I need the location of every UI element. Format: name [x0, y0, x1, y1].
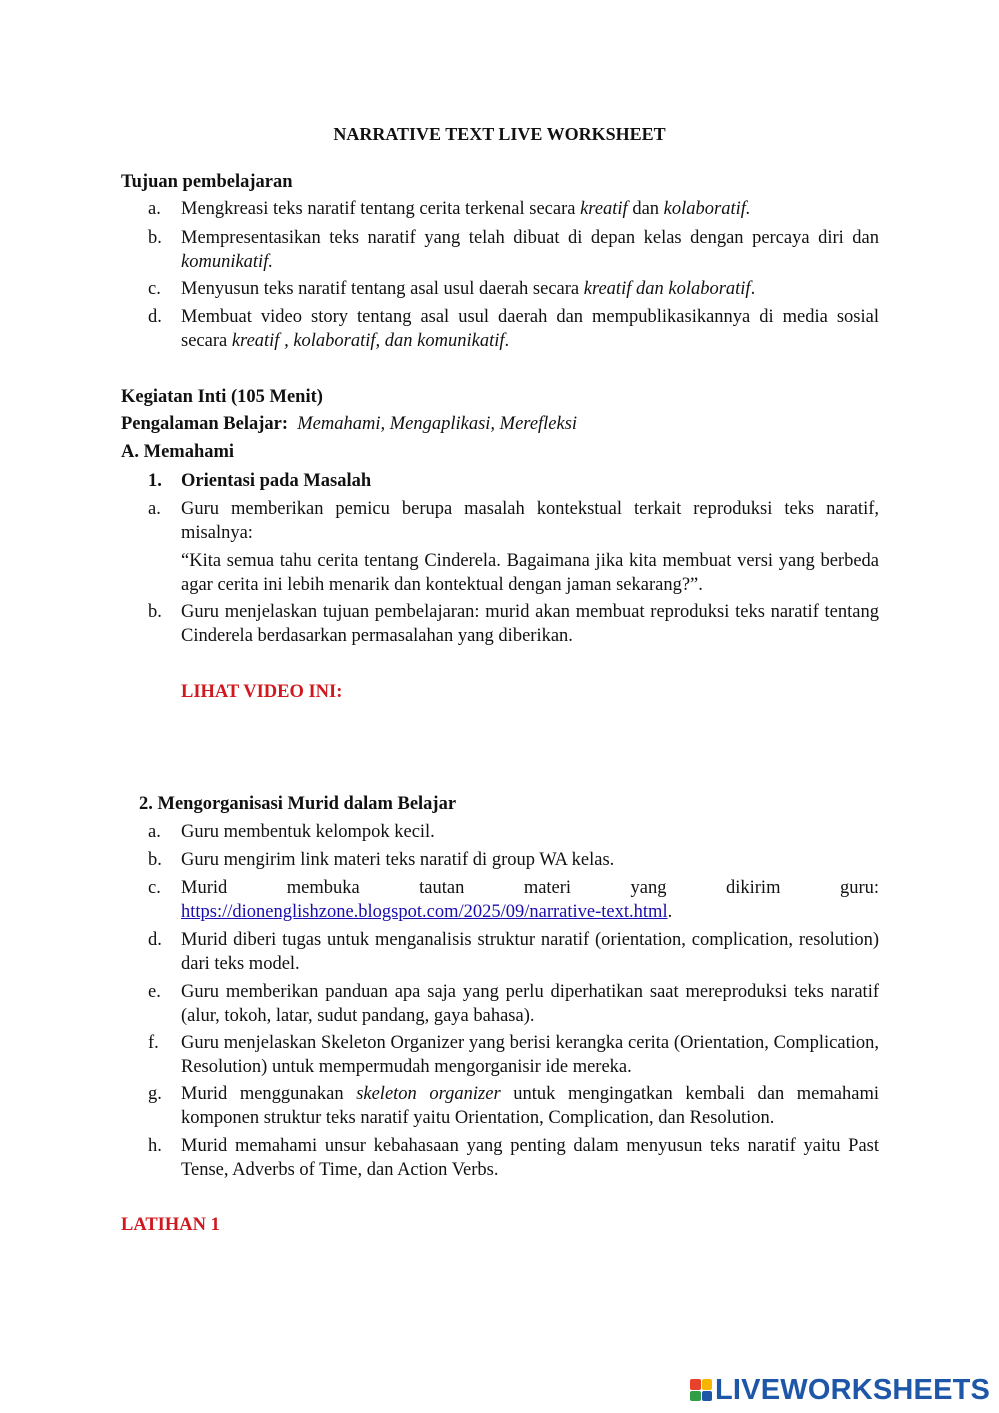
- organisasi-heading: 2. Mengorganisasi Murid dalam Belajar: [139, 794, 457, 814]
- list-marker: a.: [148, 199, 161, 219]
- list-item: b. Mempresentasikan teks naratif yang telah dibuat di depan kelas dengan percaya diri dan komunikatif.: [148, 228, 879, 272]
- list-item: a. Guru memberikan pemicu berupa masalah kontekstual terkait reproduksi teks naratif, misalnya:: [148, 499, 879, 543]
- list-marker: c.: [148, 878, 161, 898]
- video-label: LIHAT VIDEO INI:: [181, 682, 343, 702]
- logo-text: LIVEWORKSHEETS: [715, 1374, 991, 1406]
- list-item: c. Menyusun teks naratif tentang asal usul daerah secara kreatif dan kolaboratif.: [148, 279, 756, 299]
- pengalaman-belajar: Pengalaman Belajar: Memahami, Mengaplikasi, Merefleksi: [121, 414, 578, 434]
- kegiatan-heading: Kegiatan Inti (105 Menit): [121, 387, 323, 407]
- list-item: d. Murid diberi tugas untuk menganalisis struktur naratif (orientation, complication, resolution) dari teks model.: [148, 930, 879, 974]
- orientasi-heading: 1. Orientasi pada Masalah: [148, 471, 372, 491]
- list-item: b. Guru menjelaskan tujuan pembelajaran: murid akan membuat reproduksi teks naratif tentang Cinderela berdasarkan permasalahan yang diberikan.: [148, 602, 879, 646]
- latihan-heading: LATIHAN 1: [121, 1215, 220, 1235]
- tujuan-heading: Tujuan pembelajaran: [121, 172, 293, 192]
- list-item: f. Guru menjelaskan Skeleton Organizer yang berisi kerangka cerita (Orientation, Complication, Resolution) untuk mempermudah mengorganisir ide mereka.: [148, 1033, 879, 1077]
- list-marker: h.: [148, 1136, 162, 1156]
- list-marker: a.: [148, 499, 161, 519]
- materi-link[interactable]: https://dionenglishzone.blogspot.com/2025/09/narrative-text.html: [181, 902, 668, 922]
- list-item: a. Mengkreasi teks naratif tentang cerita terkenal secara kreatif dan kolaboratif.: [148, 199, 751, 219]
- list-marker: g.: [148, 1084, 162, 1104]
- list-marker: d.: [148, 307, 162, 327]
- section-a-heading: A. Memahami: [121, 442, 235, 462]
- list-item: b. Guru mengirim link materi teks naratif di group WA kelas.: [148, 850, 615, 870]
- quote-text: “Kita semua tahu cerita tentang Cinderela. Bagaimana jika kita membuat versi yang berbeda agar cerita ini lebih menarik dan kontektual dengan jaman sekarang?”.: [181, 551, 879, 595]
- list-item: c. Murid membuka tautan materi yang dikirim guru: https://dionenglishzone.blogspot.com/2025/09/narrative-text.html.: [148, 878, 879, 922]
- list-item: h. Murid memahami unsur kebahasaan yang penting dalam menyusun teks naratif yaitu Past Tense, Adverbs of Time, dan Action Verbs.: [148, 1136, 879, 1180]
- liveworksheets-logo: [690, 1376, 990, 1404]
- list-item: e. Guru memberikan panduan apa saja yang perlu diperhatikan saat mereproduksi teks naratif (alur, tokoh, latar, sudut pandang, gaya bahasa).: [148, 982, 879, 1026]
- list-marker: a.: [148, 822, 161, 842]
- list-marker: b.: [148, 228, 162, 248]
- list-item: a. Guru membentuk kelompok kecil.: [148, 822, 435, 842]
- list-marker: b.: [148, 602, 162, 622]
- list-marker: f.: [148, 1033, 159, 1053]
- list-marker: b.: [148, 850, 162, 870]
- list-item: g. Murid menggunakan skeleton organizer untuk mengingatkan kembali dan memahami komponen struktur teks naratif yaitu Orientation, Complication, dan Resolution.: [148, 1084, 879, 1128]
- logo-icon: [690, 1379, 712, 1401]
- page-title: NARRATIVE TEXT LIVE WORKSHEET: [333, 124, 666, 144]
- list-marker: d.: [148, 930, 162, 950]
- list-marker: e.: [148, 982, 161, 1002]
- list-marker: c.: [148, 279, 161, 299]
- list-item: d. Membuat video story tentang asal usul daerah dan mempublikasikannya di media sosial secara kreatif , kolaboratif, dan komunikatif.: [148, 307, 879, 351]
